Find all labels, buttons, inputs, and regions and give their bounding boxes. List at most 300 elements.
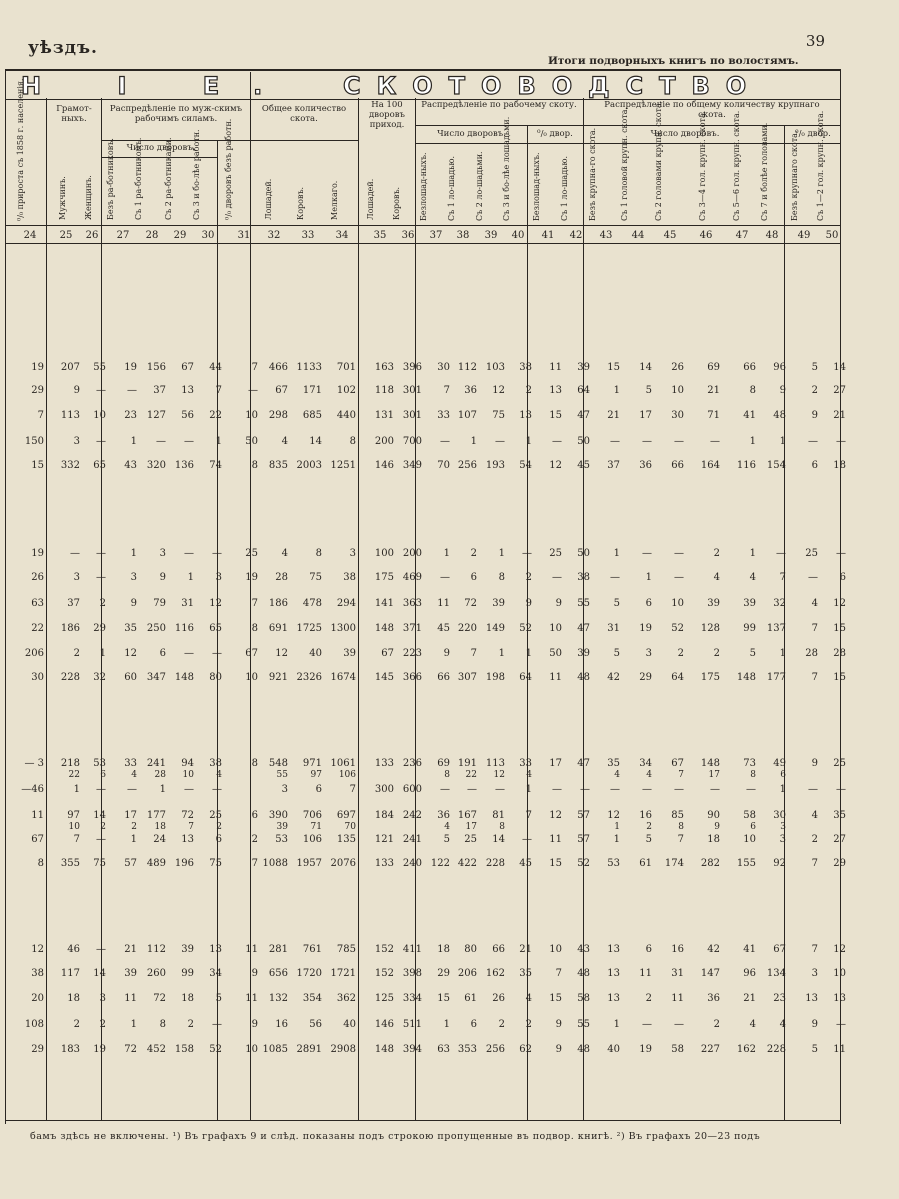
table-cell: 1	[215, 436, 222, 447]
table-cell: 25	[245, 548, 258, 559]
table-cell: 7	[215, 385, 222, 396]
table-cell: 26	[492, 993, 505, 1004]
hdr-pct-no-worker: ⁰/₀ дворовъ безъ работн.	[224, 118, 233, 220]
table-cell: 30	[773, 810, 786, 821]
rule-work-sub	[415, 143, 840, 144]
table-cell: —	[96, 385, 106, 396]
table-cell: —	[70, 548, 80, 559]
table-cell: 125	[374, 993, 394, 1004]
table-cell: 1	[525, 784, 532, 795]
table-cell: 354	[302, 993, 322, 1004]
table-cell: —	[212, 648, 222, 659]
table-cell: 12	[549, 460, 562, 471]
table-cell: —	[212, 1019, 222, 1030]
table-cell: 1725	[296, 623, 322, 634]
table-cell: 256	[485, 1044, 505, 1055]
table-cell: 43	[124, 460, 137, 471]
table-cell: 9	[779, 385, 786, 396]
table-cell: 9	[811, 1019, 818, 1030]
table-cell: 6	[645, 944, 652, 955]
table-cell: 13	[181, 834, 194, 845]
table-cell: 489	[146, 858, 166, 869]
table-cell: 6	[315, 784, 322, 795]
table-cell: —	[642, 436, 652, 447]
column-number: 29	[173, 230, 187, 241]
table-cell: 1674	[330, 672, 356, 683]
table-cell: 198	[485, 672, 505, 683]
table-cell: 260	[146, 968, 166, 979]
table-cell: 25	[209, 810, 222, 821]
table-cell: 1	[645, 572, 652, 583]
table-cell: —	[836, 436, 846, 447]
table-cell: 15	[833, 623, 846, 634]
table-cell: 2908	[330, 1044, 356, 1055]
table-cell: 29	[639, 672, 652, 683]
table-cell: 6	[470, 1019, 477, 1030]
table-cell: 57	[577, 810, 590, 821]
colnum-bottom-rule	[5, 243, 840, 244]
table-cell: 4	[779, 1019, 786, 1030]
table-cell: 26	[31, 572, 44, 583]
table-cell: 11	[833, 1044, 846, 1055]
table-cell: 158	[174, 1044, 194, 1055]
table-cell: 396	[402, 362, 422, 373]
table-cell: 332	[60, 460, 80, 471]
table-cell: 25	[833, 758, 846, 769]
column-number: 44	[631, 230, 645, 241]
table-cell: 67	[245, 648, 258, 659]
column-number: 30	[201, 230, 215, 241]
table-cell: 8	[251, 758, 258, 769]
table-cell: 52	[671, 623, 684, 634]
table-cell: 17	[639, 410, 652, 421]
table-cell: 19	[93, 1044, 106, 1055]
table-cell: 148	[374, 1044, 394, 1055]
table-cell: 1	[613, 548, 620, 559]
table-cell: 175	[374, 572, 394, 583]
table-cell: 29	[833, 858, 846, 869]
table-cell: 2	[73, 1019, 80, 1030]
table-cell: 19	[639, 1044, 652, 1055]
table-cell: 22	[209, 410, 222, 421]
table-cell: 57	[577, 834, 590, 845]
rule-work	[415, 125, 840, 126]
hdr-c56: Съ 5—6 гол. крупн. скота.	[732, 110, 741, 221]
table-cell: 79	[153, 598, 166, 609]
table-cell: 38	[343, 572, 356, 583]
table-cell: 1	[130, 1019, 137, 1030]
table-cell: 10	[93, 410, 106, 421]
column-number: 48	[765, 230, 779, 241]
table-cell: —	[642, 784, 652, 795]
table-cell: 1251	[330, 460, 356, 471]
table-cell: 18	[833, 460, 846, 471]
table-cell: —	[96, 784, 106, 795]
hdr-work-households: Число дворовъ.	[437, 129, 506, 139]
table-cell: 37	[607, 460, 620, 471]
column-number: 24	[23, 230, 37, 241]
table-cell: 7	[37, 410, 44, 421]
table-cell: 282	[700, 858, 720, 869]
table-cell: 18	[707, 834, 720, 845]
table-cell: 4	[281, 436, 288, 447]
table-cell: 1	[779, 648, 786, 659]
table-cell: 24	[153, 834, 166, 845]
table-cell: 11	[549, 672, 562, 683]
table-cell: 48	[773, 410, 786, 421]
table-cell: 23	[773, 993, 786, 1004]
table-cell: 45	[519, 858, 532, 869]
table-cell: 99	[181, 968, 194, 979]
table-cell: 3	[779, 834, 786, 845]
table-cell: 4	[525, 993, 532, 1004]
table-cell: —	[808, 572, 818, 583]
table-cell: 44	[209, 362, 222, 373]
table-cell: 12	[833, 944, 846, 955]
table-cell: 70	[437, 460, 450, 471]
table-cell: 1	[749, 436, 756, 447]
table-cell: 4	[646, 770, 652, 780]
column-number: 43	[599, 230, 613, 241]
table-cell: 19	[639, 623, 652, 634]
table-cell: 96	[773, 362, 786, 373]
table-cell: 440	[336, 410, 356, 421]
table-cell: 39	[343, 648, 356, 659]
table-cell: 196	[174, 858, 194, 869]
table-cell: 54	[519, 460, 532, 471]
table-cell: 53	[93, 758, 106, 769]
column-number: 25	[59, 230, 73, 241]
hdr-no-horse: Безлошад-ныхъ.	[419, 152, 428, 221]
table-cell: 398	[402, 968, 422, 979]
table-cell: —	[184, 648, 194, 659]
table-cell: 9	[251, 1019, 258, 1030]
hdr-pct-c12: Съ 1—2 гол. крупн. скота.	[816, 110, 825, 221]
table-cell: 45	[577, 460, 590, 471]
table-cell: 38	[31, 968, 44, 979]
table-cell: 26	[671, 362, 684, 373]
table-cell: 45	[437, 623, 450, 634]
table-cell: 241	[402, 834, 422, 845]
table-cell: 148	[174, 672, 194, 683]
table-cell: 56	[309, 1019, 322, 1030]
table-cell: 152	[374, 944, 394, 955]
table-cell: 127	[146, 410, 166, 421]
table-cell: 10	[182, 770, 194, 780]
table-cell: 12	[549, 810, 562, 821]
table-cell: 1	[779, 784, 786, 795]
hdr-no-cattle: Безъ крупна-го скота.	[588, 127, 597, 221]
table-cell: 70	[344, 822, 356, 832]
table-cell: 72	[124, 1044, 137, 1055]
table-cell: 4	[811, 598, 818, 609]
table-cell: 18	[181, 993, 194, 1004]
table-cell: 3	[73, 436, 80, 447]
table-cell: —	[836, 1019, 846, 1030]
table-cell: 362	[336, 993, 356, 1004]
table-cell: 701	[336, 362, 356, 373]
table-cell: 13	[181, 385, 194, 396]
table-cell: 22	[68, 770, 80, 780]
sep-growth	[46, 98, 47, 1120]
table-cell: 38	[577, 572, 590, 583]
table-cell: 20	[31, 993, 44, 1004]
table-cell: 9	[73, 385, 80, 396]
table-cell: 5	[645, 385, 652, 396]
table-cell: 242	[402, 810, 422, 821]
table-cell: 100	[374, 548, 394, 559]
table-cell: 4	[131, 770, 137, 780]
table-cell: 4	[614, 770, 620, 780]
table-cell: 67	[275, 385, 288, 396]
table-cell: 200	[402, 548, 422, 559]
table-cell: 1	[525, 436, 532, 447]
table-cell: 15	[549, 993, 562, 1004]
table-cell: 52	[209, 1044, 222, 1055]
table-cell: 2	[216, 822, 222, 832]
table-cell: 64	[671, 672, 684, 683]
table-cell: 12	[124, 648, 137, 659]
table-cell: 36	[707, 993, 720, 1004]
table-cell: 452	[146, 1044, 166, 1055]
table-cell: 106	[302, 834, 322, 845]
table-cell: 146	[374, 1019, 394, 1030]
table-cell: 14	[492, 834, 505, 845]
table-cell: —	[495, 784, 505, 795]
table-cell: 1	[613, 385, 620, 396]
hdr-cattle: Распредѣленіе по общему количеству крупнаго скота.	[604, 100, 820, 120]
table-cell: 137	[766, 623, 786, 634]
table-cell: 193	[485, 460, 505, 471]
table-cell: —	[552, 784, 562, 795]
table-cell: 2	[99, 1019, 106, 1030]
table-cell: 81	[492, 810, 505, 821]
table-cell: 25	[464, 834, 477, 845]
table-cell: 4	[526, 770, 532, 780]
table-cell: 97	[310, 770, 322, 780]
table-cell: 1	[443, 1019, 450, 1030]
table-cell: 1	[99, 648, 106, 659]
table-cell: 6	[839, 572, 846, 583]
table-cell: 4	[281, 548, 288, 559]
column-number: 49	[797, 230, 811, 241]
table-cell: 164	[700, 460, 720, 471]
table-cell: 8	[251, 460, 258, 471]
table-cell: 155	[736, 858, 756, 869]
table-cell: 1	[613, 834, 620, 845]
table-cell: 28	[275, 572, 288, 583]
rule-labor	[101, 140, 250, 141]
table-cell: 15	[549, 410, 562, 421]
table-cell: 1	[470, 436, 477, 447]
table-cell: 150	[24, 436, 44, 447]
table-cell: 162	[485, 968, 505, 979]
table-cell: 7	[811, 623, 818, 634]
table-cell: 7	[251, 598, 258, 609]
table-cell: 147	[700, 968, 720, 979]
column-number: 39	[484, 230, 498, 241]
table-cell: —	[495, 436, 505, 447]
table-cell: 30	[31, 672, 44, 683]
column-number: 42	[569, 230, 583, 241]
column-number: 32	[267, 230, 281, 241]
table-cell: 17	[549, 758, 562, 769]
table-cell: 14	[833, 362, 846, 373]
table-cell: 9	[714, 822, 720, 832]
table-cell: 39	[743, 598, 756, 609]
table-cell: 1720	[296, 968, 322, 979]
table-cell: 175	[700, 672, 720, 683]
table-cell: 5	[613, 598, 620, 609]
table-cell: —	[836, 784, 846, 795]
table-cell: 2	[99, 598, 106, 609]
table-cell: —	[96, 834, 106, 845]
hdr-pct-no-horse: Безлошад-ныхъ.	[532, 152, 541, 221]
table-cell: 56	[181, 410, 194, 421]
table-cell: 11	[124, 993, 137, 1004]
table-cell: 39	[124, 968, 137, 979]
table-cell: 156	[146, 362, 166, 373]
table-cell: 135	[336, 834, 356, 845]
table-cell: 42	[707, 944, 720, 955]
table-cell: —	[610, 572, 620, 583]
table-cell: 55	[577, 1019, 590, 1030]
table-cell: —46	[21, 784, 44, 795]
table-cell: 47	[577, 758, 590, 769]
table-cell: 256	[457, 460, 477, 471]
table-cell: 349	[402, 460, 422, 471]
column-number: 34	[335, 230, 349, 241]
table-cell: 1	[130, 834, 137, 845]
table-cell: 174	[664, 858, 684, 869]
hdr-per100-horses: Лошадей.	[366, 178, 375, 220]
table-cell: —	[836, 548, 846, 559]
table-cell: 15	[437, 993, 450, 1004]
table-cell: 52	[577, 858, 590, 869]
hdr-literate-f: Женщинъ.	[84, 175, 93, 220]
hdr-c2: Съ 2 головами крупн. скота.	[654, 100, 663, 221]
table-cell: 241	[146, 758, 166, 769]
table-cell: 80	[464, 944, 477, 955]
table-cell: 5	[811, 1044, 818, 1055]
hdr-small: Мелкаго.	[330, 180, 339, 220]
table-cell: —	[580, 784, 590, 795]
table-cell: —	[674, 1019, 684, 1030]
table-cell: 113	[485, 758, 505, 769]
table-cell: 1	[187, 572, 194, 583]
table-cell: 31	[671, 968, 684, 979]
header-left: уѣздъ.	[28, 38, 98, 58]
table-cell: 2	[525, 385, 532, 396]
table-cell: 2	[713, 1019, 720, 1030]
table-cell: 61	[639, 858, 652, 869]
table-cell: 7	[443, 385, 450, 396]
table-cell: 9	[251, 968, 258, 979]
table-cell: 971	[302, 758, 322, 769]
table-cell: 67	[381, 648, 394, 659]
table-cell: 72	[181, 810, 194, 821]
table-cell: 55	[577, 598, 590, 609]
table-cell: 106	[338, 770, 356, 780]
table-cell: 7	[811, 672, 818, 683]
table-cell: 27	[833, 834, 846, 845]
table-cell: 73	[743, 758, 756, 769]
table-cell: 52	[519, 623, 532, 634]
table-cell: 53	[607, 858, 620, 869]
table-cell: 99	[743, 623, 756, 634]
table-cell: 8	[444, 770, 450, 780]
table-cell: 228	[766, 1044, 786, 1055]
table-cell: 30	[671, 410, 684, 421]
table-cell: 92	[773, 858, 786, 869]
table-cell: 11	[639, 968, 652, 979]
table-cell: 390	[268, 810, 288, 821]
table-cell: 7	[779, 572, 786, 583]
table-cell: 72	[464, 598, 477, 609]
table-cell: 334	[402, 993, 422, 1004]
table-cell: 2891	[296, 1044, 322, 1055]
table-cell: 183	[60, 1044, 80, 1055]
table-cell: 167	[457, 810, 477, 821]
sep-literate	[101, 98, 102, 1120]
table-cell: 63	[31, 598, 44, 609]
table-cell: 10	[833, 968, 846, 979]
hdr-pct-one-horse: Съ 1 ло-шадью.	[560, 156, 569, 221]
table-cell: —	[156, 436, 166, 447]
table-cell: 13	[607, 993, 620, 1004]
table-cell: 12	[209, 598, 222, 609]
table-cell: 7	[678, 770, 684, 780]
table-cell: 9	[159, 572, 166, 583]
table-cell: 240	[402, 858, 422, 869]
table-cell: 355	[60, 858, 80, 869]
table-cell: 3	[73, 572, 80, 583]
table-cell: 228	[485, 858, 505, 869]
hdr-cattle-households: Число дворовъ.	[650, 129, 720, 139]
column-number: 37	[429, 230, 443, 241]
rule-stock	[250, 140, 358, 141]
table-cell: 116	[736, 460, 756, 471]
table-cell: —	[184, 548, 194, 559]
table-cell: 136	[174, 460, 194, 471]
column-number: 35	[373, 230, 387, 241]
table-cell: 21	[707, 385, 720, 396]
table-cell: 363	[402, 598, 422, 609]
table-cell: 148	[736, 672, 756, 683]
table-cell: —	[746, 784, 756, 795]
table-cell: 28	[833, 648, 846, 659]
table-cell: 8	[251, 623, 258, 634]
table-cell: 36	[437, 810, 450, 821]
table-cell: 13	[607, 968, 620, 979]
table-cell: —	[610, 784, 620, 795]
table-cell: 58	[743, 810, 756, 821]
table-cell: 8	[315, 548, 322, 559]
table-cell: 5	[749, 648, 756, 659]
table-cell: 220	[457, 623, 477, 634]
table-cell: 14	[309, 436, 322, 447]
table-bottom-rule	[5, 1120, 840, 1121]
table-cell: —	[642, 1019, 652, 1030]
table-cell: 40	[607, 1044, 620, 1055]
table-cell: 8	[349, 436, 356, 447]
table-cell: 1	[159, 784, 166, 795]
hdr-c34: Съ 3—4 гол. крупн. скота.	[698, 110, 707, 221]
table-cell: 1088	[262, 858, 288, 869]
hdr-households: Число дворовъ.	[126, 143, 196, 153]
table-cell: 39	[577, 362, 590, 373]
table-cell: 9	[811, 410, 818, 421]
